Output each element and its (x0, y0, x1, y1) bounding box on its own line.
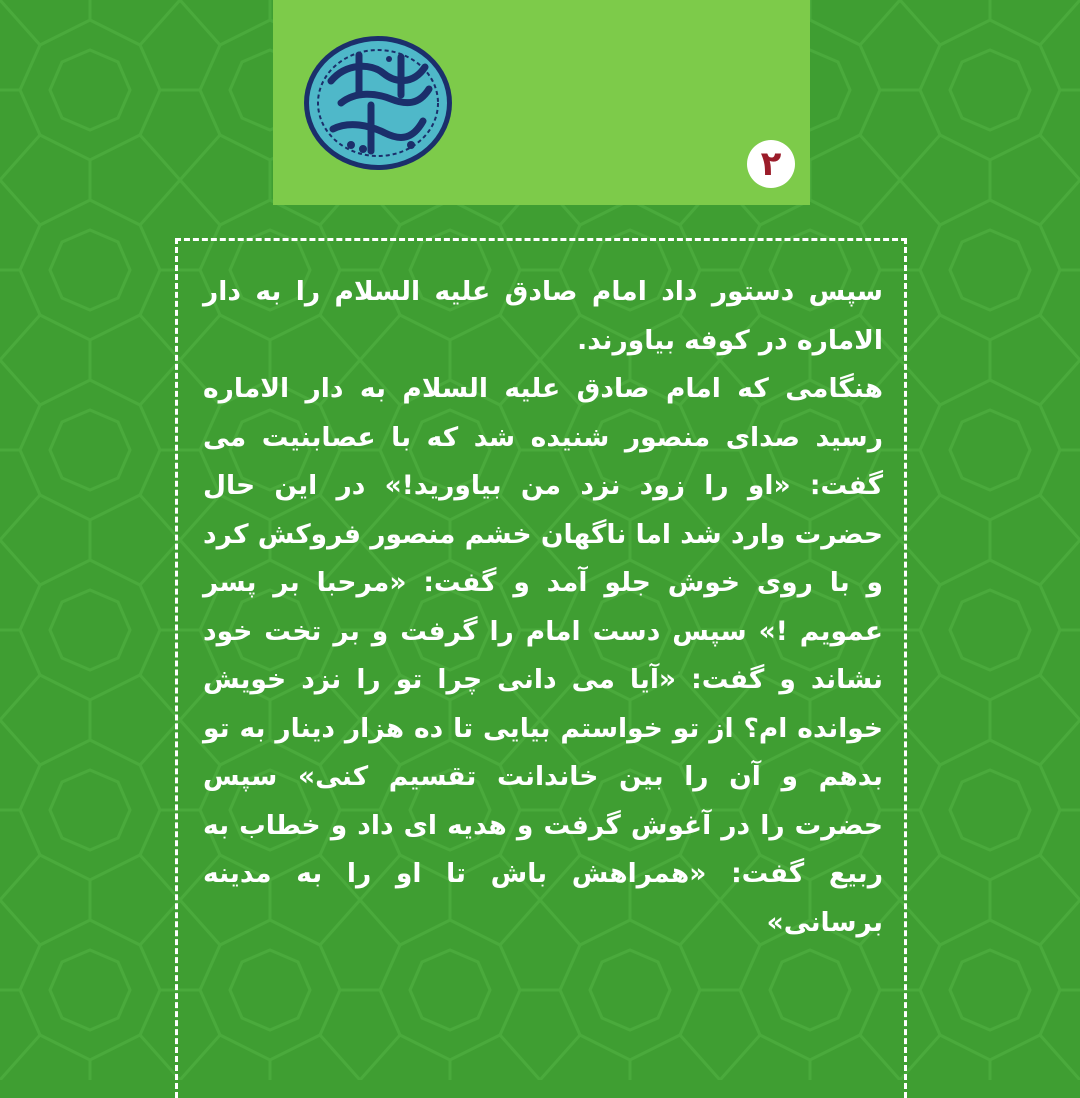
calligraphy-emblem-icon (301, 33, 455, 173)
story-text-block (203, 268, 883, 947)
page-number-badge: ۲ (747, 140, 795, 188)
story-paragraph: هنگامی که امام صادق علیه السلام به دار الاماره رسید صدای منصور شنیده شد که با عصابنیت می گفت: «او را زود نزد من بیاورید!» در این حال حضرت وارد شد اما ناگهان خشم منصور فروکش کرد و با روی خوش جلو آمد و گفت: «مرحبا بر پسر عمویم !» سپس دست امام را گرفت و بر تخت خود نشاند و گفت: «آیا می دانی چرا تو را نزد خویش خوانده ام؟ از تو خواستم بیایی تا ده هزار دینار به تو بدهم و آن را بین خاندانت تقسیم کنی» سپس حضرت را در آغوش گرفت و هدیه ای داد و خطاب به ربیع گفت: «همراهش باش تا او را به مدینه برسانی» (203, 373, 883, 938)
story-paragraph: سپس دستور داد امام صادق علیه السلام را به دار الاماره در کوفه بیاورند. (203, 276, 883, 356)
